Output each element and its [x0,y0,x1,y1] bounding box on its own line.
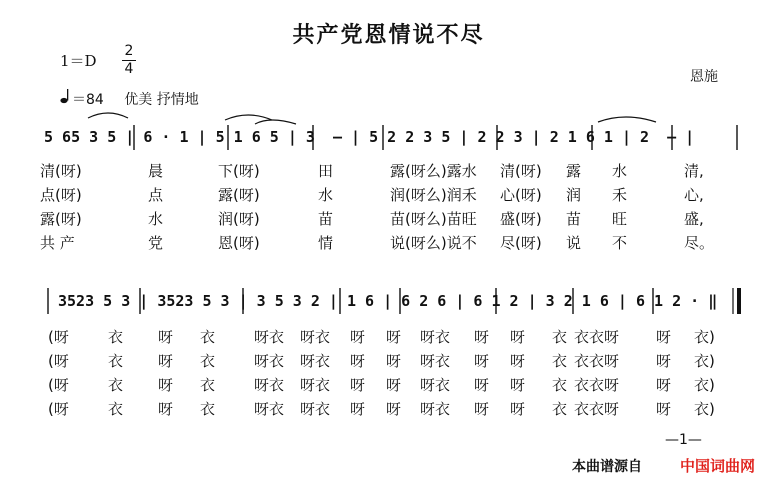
lyric: 党 [148,234,164,252]
lyric: 呀 [350,400,366,418]
region-credit: 恩施 [690,69,718,85]
lyric: 呀 [350,328,366,346]
lyric: 呀 [510,328,526,346]
lyric: 露 [566,162,582,180]
system2-notation: 3523 5 3 | 3523 5 3 | 3 5 3 2 | 1 6 | 6 2 6 | 6 1 2 | 3 2 1 6 | 6 1 2 · ‖ [58,292,718,310]
lyric: 呀 [656,352,672,370]
lyric: 衣 [108,400,124,418]
lyric: 呀 [474,352,490,370]
lyric: 呀衣 [300,352,331,370]
lyric: 呀 [386,400,402,418]
lyric: 呀 [474,328,490,346]
lyric: 点(呀) [40,186,82,204]
source-label: 本曲谱源自 [572,459,642,475]
lyric: 呀 [656,328,672,346]
lyric: 衣衣呀 [574,400,620,418]
lyric: 衣 [108,328,124,346]
lyric: 呀 [158,400,174,418]
lyric: 水 [612,162,628,180]
lyric: 呀衣 [420,352,451,370]
source-site-link[interactable]: 中国词曲网 [680,457,756,475]
lyric: 呀衣 [300,328,331,346]
lyric: 呀衣 [300,400,331,418]
lyric: 衣) [694,400,715,418]
lyric: 衣 [200,376,216,394]
lyric: 呀衣 [254,328,285,346]
lyric: 呀衣 [300,376,331,394]
lyric: 衣衣呀 [574,376,620,394]
lyric: 衣 [200,400,216,418]
lyric: 水 [318,186,334,204]
tempo-value: ＝84 [72,92,104,108]
lyric: 露(呀) [218,186,260,204]
lyric: 衣) [694,352,715,370]
lyric: 苗(呀么)苗旺 [390,210,477,228]
lyric: 衣 [552,352,568,370]
lyric: 心, [684,186,704,204]
lyric: 润 [566,186,582,204]
lyric: 清(呀) [500,162,542,180]
system1-notation: 5 65 3 5 | 6 · 1 | 5 1 6 5 | 3 — | 5 2 2 3 5 | 2 2 3 | 2 1 6 1 | 2 — | [44,128,695,146]
lyric: 呀衣 [420,328,451,346]
lyric: 晨 [148,162,164,180]
lyric: 润(呀) [218,210,260,228]
lyric: 呀 [158,328,174,346]
lyric: 盛(呀) [500,210,542,228]
lyric: 呀 [386,352,402,370]
lyric: 呀衣 [254,400,285,418]
lyric: 呀 [386,328,402,346]
lyric: 清, [684,162,704,180]
lyric: 情 [318,234,334,252]
lyric: 呀 [474,376,490,394]
lyric: 呀 [158,376,174,394]
lyric: 禾 [612,186,628,204]
lyric: (呀 [48,400,69,418]
lyric: 说 [566,234,582,252]
quarter-note-icon [60,88,70,108]
lyric: 衣 [552,376,568,394]
lyric: 呀 [386,376,402,394]
lyric: 衣 [200,352,216,370]
lyric: (呀 [48,328,69,346]
lyric: 呀衣 [420,376,451,394]
lyric: 衣 [108,376,124,394]
lyric: 露(呀么)露水 [390,162,477,180]
lyric: 衣衣呀 [574,328,620,346]
lyric: 苗 [566,210,582,228]
time-sig-bottom: 4 [124,61,134,77]
lyric: 点 [148,186,164,204]
lyric: 呀 [350,376,366,394]
lyric: 呀衣 [420,400,451,418]
lyric: 心(呀) [500,186,542,204]
lyric: 尽。 [684,234,715,252]
lyric: 旺 [612,210,628,228]
page-number: —1— [665,432,702,448]
lyric: 清(呀) [40,162,82,180]
tempo-marking [60,88,199,109]
lyric: 呀衣 [254,376,285,394]
lyric: 衣 [552,400,568,418]
key-signature: 1＝D [60,52,97,70]
lyric: 衣 [108,352,124,370]
lyric: 呀 [656,400,672,418]
lyric: 共 产 [40,234,75,252]
lyric: 呀 [656,376,672,394]
lyric: 呀 [474,400,490,418]
lyric: 衣衣呀 [574,352,620,370]
lyric: 呀 [510,400,526,418]
lyric: 下(呀) [218,162,260,180]
lyric: 水 [148,210,164,228]
lyric: 呀 [510,352,526,370]
lyric: 衣 [552,328,568,346]
lyric: 尽(呀) [500,234,542,252]
time-sig-top: 2 [124,43,134,59]
lyric: (呀 [48,376,69,394]
lyric: 呀 [510,376,526,394]
lyric: 润(呀么)润禾 [390,186,477,204]
song-title: 共产党恩情说不尽 [292,23,485,48]
lyric: 呀 [350,352,366,370]
lyric: 衣) [694,328,715,346]
lyric: 衣 [200,328,216,346]
lyric: 田 [318,162,334,180]
lyric: 苗 [318,210,334,228]
lyric: 恩(呀) [218,234,260,252]
time-signature [122,44,136,77]
lyric: 呀衣 [254,352,285,370]
lyric: 呀 [158,352,174,370]
lyric: (呀 [48,352,69,370]
lyric: 不 [612,234,628,252]
lyric: 衣) [694,376,715,394]
lyric: 说(呀么)说不 [390,234,477,252]
lyric: 露(呀) [40,210,82,228]
lyric: 盛, [684,210,704,228]
expression-text: 优美 抒情地 [124,92,199,108]
